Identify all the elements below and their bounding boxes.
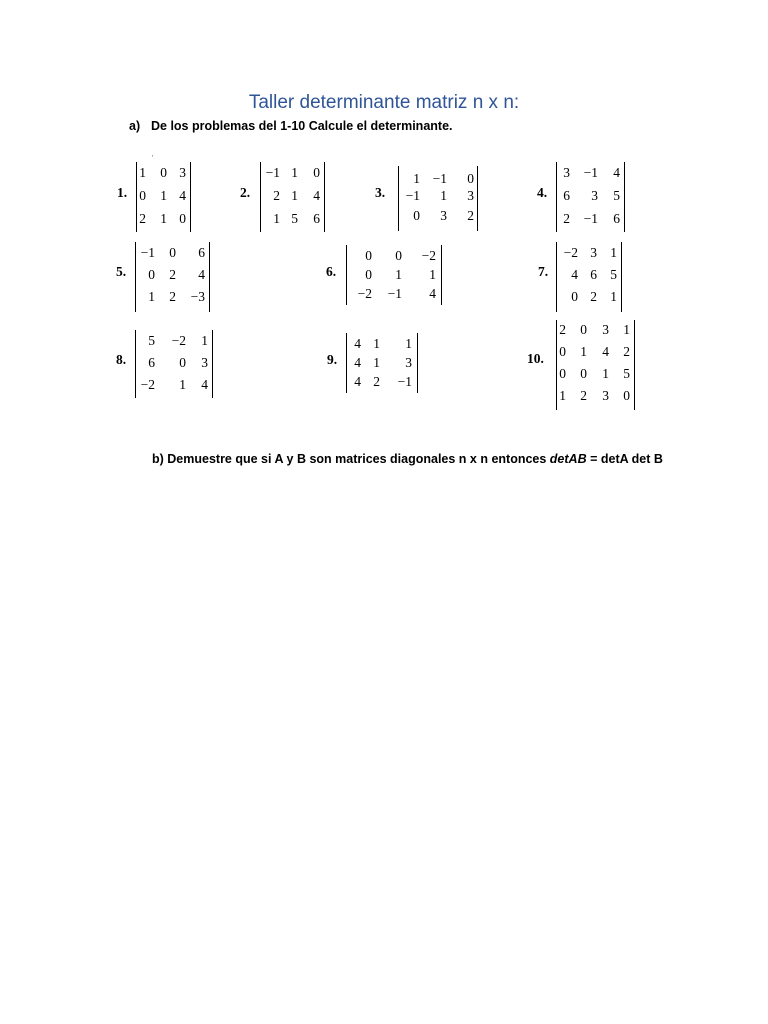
matrix-entry: 2 [590,289,597,304]
matrix-entry: 3 [405,355,412,370]
matrix-entry: −2 [563,245,578,260]
problem-number: 3. [375,185,386,200]
matrix-entry: 1 [623,322,630,337]
matrix-entry: 1 [373,355,380,370]
question-b-italic: detAB [549,452,587,466]
question-a-label: a) [129,119,141,133]
matrix-entry: 0 [395,248,402,263]
matrix-entry: 3 [467,188,474,203]
question-a-text: De los problemas del 1-10 Calcule el determinante. [151,119,453,133]
matrix-entry: 1 [291,165,298,180]
matrix-entry: 0 [179,355,186,370]
matrix-entry: 2 [373,374,380,389]
matrix-entry: 3 [602,388,609,403]
matrix-entry: 0 [365,248,372,263]
matrix-entry: 5 [291,211,298,226]
matrix-entry: 1 [160,211,167,226]
matrix-entry: 3 [563,165,570,180]
matrix-entry: −2 [357,286,372,301]
matrix-entry: 1 [405,336,412,351]
question-a [129,119,453,133]
matrix-entry: 3 [201,355,208,370]
matrix-entry: 3 [440,208,447,223]
matrix-entry: 6 [148,355,155,370]
matrix-entry: 0 [413,208,420,223]
matrix-entry: 1 [429,267,436,282]
matrix-entry: 1 [273,211,280,226]
problem-number: 1. [117,185,128,200]
matrix-entry: −1 [265,165,280,180]
matrix-entry: −3 [190,289,205,304]
matrix-entry: 4 [429,286,436,301]
matrix-entry: 4 [201,377,208,392]
problem-number: 5. [116,264,127,279]
matrix-entry: 1 [395,267,402,282]
matrix-entry: 4 [179,188,186,203]
matrix-entry: 0 [623,388,630,403]
matrix-entry: 0 [580,366,587,381]
matrix-entry: −1 [583,211,598,226]
matrix-entry: 0 [160,165,167,180]
matrix-entry: 2 [623,344,630,359]
matrix-entry: 1 [139,165,146,180]
matrix-entry: 1 [602,366,609,381]
matrix-entry: 6 [198,245,205,260]
matrix-entry: 4 [613,165,620,180]
problem-number: 8. [116,352,127,367]
matrix-entry: 4 [354,355,361,370]
matrix-entry: 0 [571,289,578,304]
matrix-entry: 3 [590,245,597,260]
matrix-entry: 0 [365,267,372,282]
problem-number: 9. [327,352,338,367]
matrix-entry: 0 [139,188,146,203]
matrix-entry: 2 [559,322,566,337]
problem-number: 4. [537,185,548,200]
matrix-entry: 2 [580,388,587,403]
matrix-entry: 1 [373,336,380,351]
matrix-entry: 2 [467,208,474,223]
matrix-entry: −1 [140,245,155,260]
matrix-entry: 0 [580,322,587,337]
matrix-entry: −1 [405,188,420,203]
matrix-entry: −2 [421,248,436,263]
matrix-entry: 2 [563,211,570,226]
matrix-entry: 1 [580,344,587,359]
matrix-entry: −1 [432,171,447,186]
matrix-entry: 1 [413,171,420,186]
matrix-entry: 5 [610,267,617,282]
matrix-entry: 1 [160,188,167,203]
matrix-entry: 3 [179,165,186,180]
matrix-entry: 3 [591,188,598,203]
matrix-entry: 4 [602,344,609,359]
matrix-entry: −1 [397,374,412,389]
matrix-entry: −1 [583,165,598,180]
matrix-entry: 0 [467,171,474,186]
stray-mark: ˌ [151,148,154,157]
matrix-entry: 0 [148,267,155,282]
matrix-entry: 1 [610,289,617,304]
matrix-entry: 5 [613,188,620,203]
matrix-entry: −1 [387,286,402,301]
matrix-entry: 2 [169,289,176,304]
matrix-entry: 6 [613,211,620,226]
matrix-entry: 1 [201,333,208,348]
matrix-entry: 1 [559,388,566,403]
matrix-entry: 4 [313,188,320,203]
question-b-suffix: = detA det B [586,452,663,466]
matrix-entry: 0 [313,165,320,180]
matrix-entry: 6 [590,267,597,282]
problem-number: 7. [538,264,549,279]
question-b [152,452,663,466]
matrix-entry: 0 [559,366,566,381]
matrix-entry: 6 [313,211,320,226]
matrix-entry: 0 [179,211,186,226]
matrix-entry: −2 [171,333,186,348]
matrix-entry: 5 [623,366,630,381]
matrix-entry: 4 [354,374,361,389]
problem-number: 2. [240,185,251,200]
problem-number: 6. [326,264,337,279]
matrix-entry: 2 [273,188,280,203]
matrix-entry: 4 [354,336,361,351]
matrix-entry: 1 [610,245,617,260]
problem-number: 10. [527,351,544,366]
matrix-entry: 2 [169,267,176,282]
matrix-entry: 6 [563,188,570,203]
matrix-entry: −2 [140,377,155,392]
matrix-entry: 1 [148,289,155,304]
matrix-entry: 0 [559,344,566,359]
matrix-entry: 1 [179,377,186,392]
matrix-entry: 3 [602,322,609,337]
question-b-text: b) Demuestre que si A y B son matrices diagonales n x n entonces [152,452,550,466]
matrix-entry: 2 [139,211,146,226]
matrix-entry: 1 [440,188,447,203]
matrix-entry: 0 [169,245,176,260]
matrix-entry: 1 [291,188,298,203]
matrix-entry: 4 [198,267,205,282]
matrix-entry: 4 [571,267,578,282]
matrix-entry: 5 [148,333,155,348]
page-title: Taller determinante matriz n x n: [248,92,520,113]
